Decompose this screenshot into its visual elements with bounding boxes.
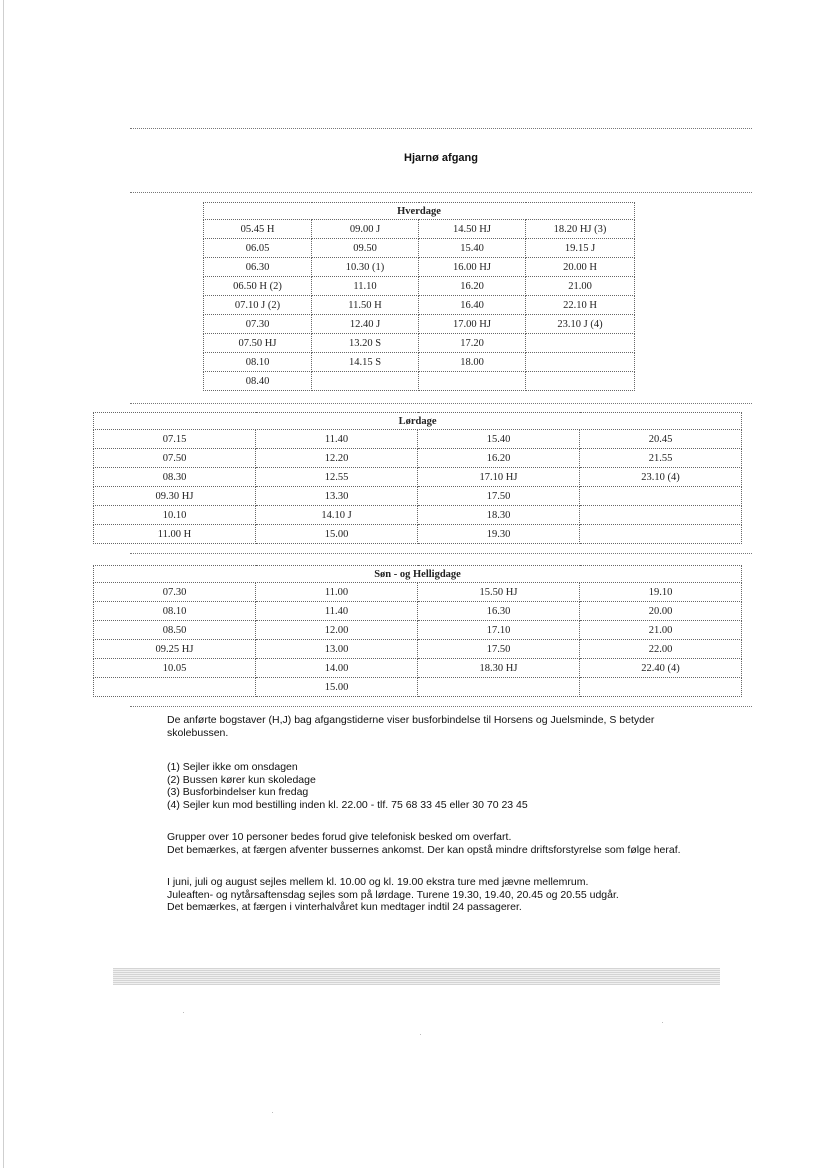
departure-time-cell: 16.00 HJ bbox=[419, 258, 526, 277]
departure-time-cell: 18.30 bbox=[418, 506, 580, 525]
table-row bbox=[204, 220, 635, 239]
summer-note-line3: Det bemærkes, at færgen i vinterhalvåret kun medtager indtil 24 passagerer. bbox=[167, 901, 522, 913]
departure-time-cell: 09.00 J bbox=[312, 220, 419, 239]
sunday-holiday-heading: Søn - og Helligdage bbox=[94, 566, 742, 583]
departure-time-cell: 14.00 bbox=[256, 659, 418, 678]
departure-time-cell bbox=[419, 372, 526, 391]
table-row bbox=[204, 334, 635, 353]
weekday-heading: Hverdage bbox=[204, 203, 635, 220]
scan-shaded-band bbox=[113, 968, 720, 985]
departure-time-cell: 14.50 HJ bbox=[419, 220, 526, 239]
departure-time-cell: 12.40 J bbox=[312, 315, 419, 334]
departure-time-cell: 08.40 bbox=[204, 372, 312, 391]
footnote-2: (2) Bussen kører kun skoledage bbox=[167, 773, 316, 786]
saturday-schedule-table bbox=[93, 412, 742, 544]
departure-time-cell: 15.00 bbox=[256, 678, 418, 697]
table-row bbox=[204, 372, 635, 391]
departure-time-cell: 08.10 bbox=[204, 353, 312, 372]
departure-time-cell: 06.50 H (2) bbox=[204, 277, 312, 296]
departure-time-cell: 16.20 bbox=[419, 277, 526, 296]
summer-note-line1: I juni, juli og august sejles mellem kl. 10.00 og kl. 19.00 ekstra ture med jævne mellemrum. bbox=[167, 876, 589, 888]
departure-time-cell: 13.30 bbox=[256, 487, 418, 506]
departure-time-cell bbox=[312, 372, 419, 391]
footnote-4: (4) Sejler kun mod bestilling inden kl. 22.00 - tlf. 75 68 33 45 eller 30 70 23 45 bbox=[167, 798, 528, 811]
departure-time-cell: 07.50 HJ bbox=[204, 334, 312, 353]
departure-time-cell: 15.00 bbox=[256, 525, 418, 544]
departure-time-cell: 17.10 bbox=[418, 621, 580, 640]
departure-time-cell: 06.05 bbox=[204, 239, 312, 258]
departure-time-cell: 12.00 bbox=[256, 621, 418, 640]
divider-before-notes bbox=[130, 706, 752, 707]
table-row bbox=[94, 430, 742, 449]
departure-time-cell: 18.20 HJ (3) bbox=[526, 220, 635, 239]
table-row bbox=[94, 525, 742, 544]
departure-time-cell: 11.10 bbox=[312, 277, 419, 296]
departure-time-cell: 11.00 H bbox=[94, 525, 256, 544]
departure-time-cell: 05.45 H bbox=[204, 220, 312, 239]
departure-time-cell: 12.55 bbox=[256, 468, 418, 487]
table-row bbox=[94, 583, 742, 602]
departure-time-cell: 08.50 bbox=[94, 621, 256, 640]
departure-time-cell: 10.30 (1) bbox=[312, 258, 419, 277]
departure-time-cell: 11.40 bbox=[256, 602, 418, 621]
departure-time-cell bbox=[580, 678, 742, 697]
departure-time-cell: 08.10 bbox=[94, 602, 256, 621]
departure-time-cell: 18.00 bbox=[419, 353, 526, 372]
departure-time-cell bbox=[418, 678, 580, 697]
table-row bbox=[204, 353, 635, 372]
departure-time-cell: 10.05 bbox=[94, 659, 256, 678]
departure-time-cell: 11.40 bbox=[256, 430, 418, 449]
table-row bbox=[94, 640, 742, 659]
divider-before-saturday bbox=[130, 403, 752, 404]
departure-time-cell: 19.10 bbox=[580, 583, 742, 602]
scan-speck bbox=[183, 1012, 184, 1013]
legend-text-line2: skolebussen. bbox=[167, 726, 229, 739]
table-row bbox=[204, 315, 635, 334]
departure-time-cell: 09.25 HJ bbox=[94, 640, 256, 659]
departure-time-cell: 23.10 J (4) bbox=[526, 315, 635, 334]
departure-time-cell: 14.10 J bbox=[256, 506, 418, 525]
departure-time-cell bbox=[580, 506, 742, 525]
page-edge bbox=[3, 0, 4, 1168]
table-row bbox=[94, 487, 742, 506]
departure-time-cell: 20.00 bbox=[580, 602, 742, 621]
departure-time-cell: 13.20 S bbox=[312, 334, 419, 353]
departure-time-cell: 11.00 bbox=[256, 583, 418, 602]
table-row bbox=[204, 239, 635, 258]
departure-time-cell: 09.50 bbox=[312, 239, 419, 258]
departure-time-cell: 17.20 bbox=[419, 334, 526, 353]
table-row bbox=[204, 258, 635, 277]
legend-text-line1: De anførte bogstaver (H,J) bag afgangstiderne viser busforbindelse til Horsens og Juelsminde, S betyder bbox=[167, 714, 655, 726]
departure-time-cell: 14.15 S bbox=[312, 353, 419, 372]
departure-time-cell: 07.30 bbox=[204, 315, 312, 334]
table-row bbox=[94, 506, 742, 525]
saturday-heading: Lørdage bbox=[94, 413, 742, 430]
departure-time-cell: 22.10 H bbox=[526, 296, 635, 315]
departure-time-cell: 07.10 J (2) bbox=[204, 296, 312, 315]
departure-time-cell: 08.30 bbox=[94, 468, 256, 487]
departure-time-cell: 11.50 H bbox=[312, 296, 419, 315]
departure-time-cell bbox=[94, 678, 256, 697]
departure-time-cell: 06.30 bbox=[204, 258, 312, 277]
departure-time-cell: 07.50 bbox=[94, 449, 256, 468]
sunday-holiday-schedule-table bbox=[93, 565, 742, 697]
departure-time-cell: 07.15 bbox=[94, 430, 256, 449]
departure-time-cell: 15.40 bbox=[418, 430, 580, 449]
table-row bbox=[94, 468, 742, 487]
table-row bbox=[94, 602, 742, 621]
departure-time-cell: 22.40 (4) bbox=[580, 659, 742, 678]
departure-time-cell: 16.20 bbox=[418, 449, 580, 468]
table-row bbox=[94, 659, 742, 678]
departure-time-cell bbox=[580, 487, 742, 506]
table-row bbox=[204, 277, 635, 296]
table-row bbox=[94, 449, 742, 468]
divider-before-sunday bbox=[130, 553, 752, 554]
departure-time-cell bbox=[526, 334, 635, 353]
groups-note-line2: Det bemærkes, at færgen afventer bussernes ankomst. Der kan opstå mindre driftsforstyrelse som følge heraf. bbox=[167, 843, 681, 856]
groups-note-line1: Grupper over 10 personer bedes forud give telefonisk besked om overfart. bbox=[167, 831, 512, 843]
departure-time-cell: 12.20 bbox=[256, 449, 418, 468]
scan-speck bbox=[420, 1034, 421, 1035]
notes-section bbox=[167, 714, 747, 914]
table-row bbox=[204, 296, 635, 315]
departure-time-cell: 07.30 bbox=[94, 583, 256, 602]
departure-time-cell: 10.10 bbox=[94, 506, 256, 525]
departure-time-cell: 23.10 (4) bbox=[580, 468, 742, 487]
page-title: Hjarnø afgang bbox=[404, 152, 478, 164]
departure-time-cell: 17.10 HJ bbox=[418, 468, 580, 487]
departure-time-cell: 21.00 bbox=[580, 621, 742, 640]
departure-time-cell: 21.00 bbox=[526, 277, 635, 296]
table-row bbox=[94, 678, 742, 697]
footnote-1: (1) Sejler ikke om onsdagen bbox=[167, 761, 298, 773]
departure-time-cell: 18.30 HJ bbox=[418, 659, 580, 678]
departure-time-cell: 17.50 bbox=[418, 640, 580, 659]
footnote-3: (3) Busforbindelser kun fredag bbox=[167, 786, 309, 798]
departure-time-cell: 09.30 HJ bbox=[94, 487, 256, 506]
departure-time-cell: 16.30 bbox=[418, 602, 580, 621]
departure-time-cell: 15.40 bbox=[419, 239, 526, 258]
departure-time-cell: 16.40 bbox=[419, 296, 526, 315]
weekday-schedule-table bbox=[203, 202, 635, 391]
divider-under-title bbox=[130, 192, 752, 193]
departure-time-cell: 20.45 bbox=[580, 430, 742, 449]
scan-speck bbox=[662, 1022, 663, 1023]
table-row bbox=[94, 621, 742, 640]
departure-time-cell: 13.00 bbox=[256, 640, 418, 659]
departure-time-cell: 17.50 bbox=[418, 487, 580, 506]
departure-time-cell: 17.00 HJ bbox=[419, 315, 526, 334]
departure-time-cell: 21.55 bbox=[580, 449, 742, 468]
departure-time-cell: 20.00 H bbox=[526, 258, 635, 277]
departure-time-cell bbox=[526, 353, 635, 372]
departure-time-cell: 19.15 J bbox=[526, 239, 635, 258]
summer-note-line2: Juleaften- og nytårsaftensdag sejles som på lørdage. Turene 19.30, 19.40, 20.45 og 20.55 udgår. bbox=[167, 888, 619, 901]
departure-time-cell bbox=[526, 372, 635, 391]
scan-speck bbox=[272, 1112, 273, 1113]
departure-time-cell: 15.50 HJ bbox=[418, 583, 580, 602]
divider-top bbox=[130, 128, 752, 129]
departure-time-cell: 22.00 bbox=[580, 640, 742, 659]
departure-time-cell bbox=[580, 525, 742, 544]
departure-time-cell: 19.30 bbox=[418, 525, 580, 544]
